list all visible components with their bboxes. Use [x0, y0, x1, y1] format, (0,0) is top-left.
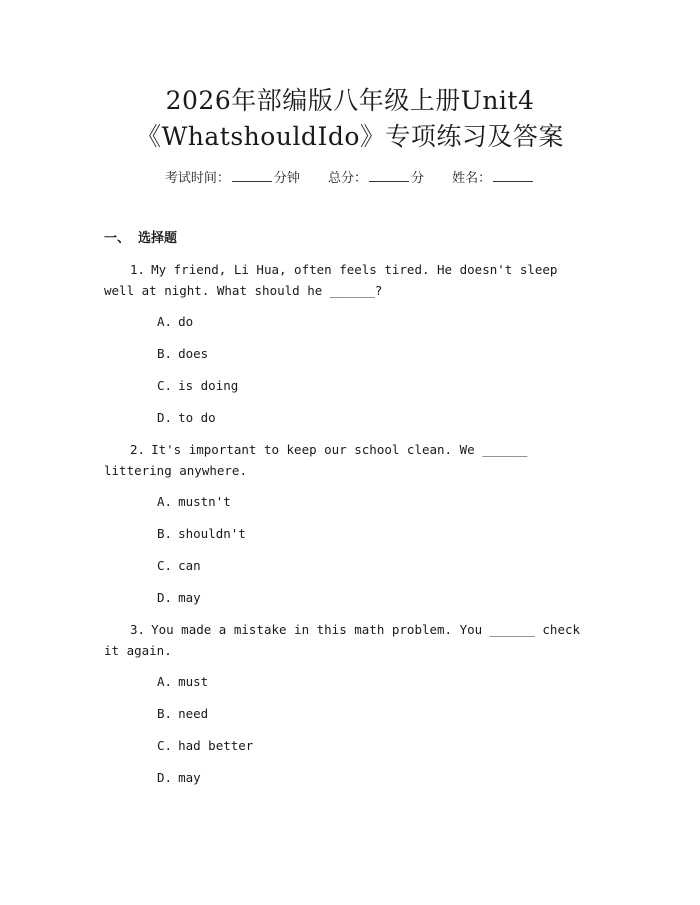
question-2-option-a	[157, 493, 231, 511]
option-text: had better	[178, 738, 254, 753]
question-1-option-b	[157, 345, 208, 363]
option-text: mustn't	[178, 494, 231, 509]
option-text: may	[178, 590, 201, 605]
option-text: is doing	[178, 378, 239, 393]
question-number: 2.	[130, 442, 146, 457]
question-text: My friend, Li Hua, often feels tired. He doesn't sleep well at night. What should he ______?	[104, 262, 558, 298]
question-2-option-c	[157, 557, 201, 575]
question-1-option-a	[157, 313, 193, 331]
question-2-option-b	[157, 525, 246, 543]
exam-time-unit: 分钟	[273, 171, 300, 186]
exam-name-label: 姓名：	[452, 171, 492, 186]
question-3-option-b	[157, 705, 208, 723]
option-text: shouldn't	[178, 526, 246, 541]
option-letter: C.	[157, 558, 173, 573]
exam-time-label: 考试时间：	[164, 171, 230, 186]
option-letter: D.	[157, 590, 173, 605]
option-text: do	[178, 314, 194, 329]
option-letter: D.	[157, 410, 173, 425]
option-text: must	[178, 674, 209, 689]
question-3-option-d	[157, 769, 201, 787]
question-3-option-c	[157, 737, 253, 755]
exam-name-blank	[493, 168, 533, 182]
exam-score-unit: 分	[411, 171, 425, 186]
option-letter: D.	[157, 770, 173, 785]
exam-score-blank	[369, 168, 409, 182]
option-text: need	[178, 706, 209, 721]
option-letter: B.	[157, 526, 173, 541]
option-letter: A.	[157, 494, 173, 509]
option-letter: C.	[157, 378, 173, 393]
section-number: 一、	[104, 231, 131, 246]
option-letter: A.	[157, 674, 173, 689]
question-number: 1.	[130, 262, 146, 277]
option-letter: B.	[157, 706, 173, 721]
document-title-line-2: 《WhatshouldIdo》专项练习及答案	[136, 122, 564, 151]
exam-time-blank	[232, 168, 272, 182]
option-text: to do	[178, 410, 216, 425]
question-3-option-a	[157, 673, 208, 691]
exam-score-label: 总分：	[327, 171, 367, 186]
option-letter: A.	[157, 314, 173, 329]
question-1	[104, 259, 590, 301]
exam-time	[165, 168, 300, 188]
option-text: may	[178, 770, 201, 785]
question-2	[104, 439, 590, 481]
option-letter: B.	[157, 346, 173, 361]
question-3	[104, 619, 590, 661]
exam-score	[328, 168, 424, 188]
question-1-option-d	[157, 409, 216, 427]
option-letter: C.	[157, 738, 173, 753]
question-1-option-c	[157, 377, 238, 395]
question-text: You made a mistake in this math problem. You ______ check it again.	[104, 622, 581, 658]
option-text: can	[178, 558, 201, 573]
section-title: 选择题	[138, 231, 178, 246]
exam-name	[452, 168, 535, 188]
option-text: does	[178, 346, 209, 361]
section-heading	[104, 230, 177, 248]
document-title-line-1: 2026年部编版八年级上册Unit4	[165, 86, 535, 115]
exam-meta	[0, 168, 700, 188]
question-2-option-d	[157, 589, 201, 607]
question-text: It's important to keep our school clean. We ______ littering anywhere.	[104, 442, 528, 478]
question-number: 3.	[130, 622, 146, 637]
